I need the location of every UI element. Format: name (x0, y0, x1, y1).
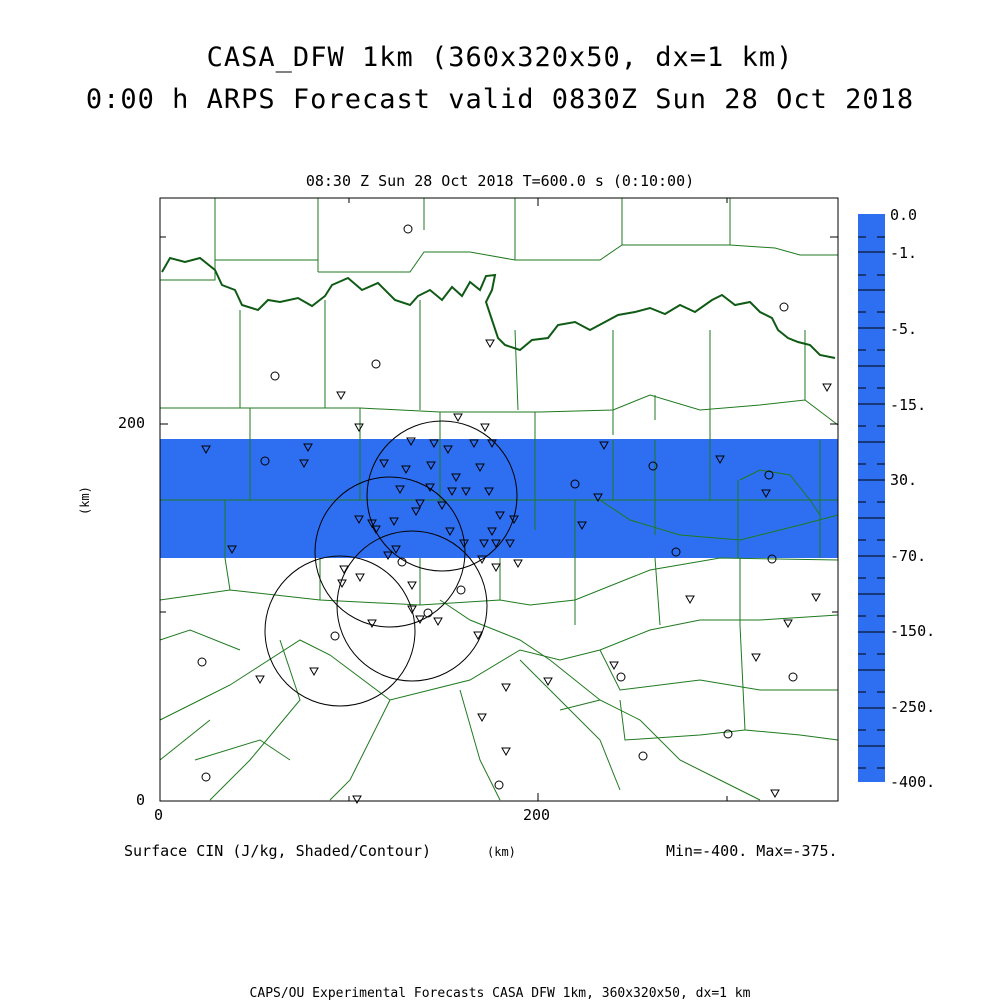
colorbar-label-5: -70. (890, 547, 927, 565)
state-border (162, 258, 835, 358)
x-axis-unit: (km) (487, 845, 516, 859)
colorbar-label-8: -400. (890, 773, 936, 791)
colorbar-label-6: -150. (890, 622, 936, 640)
colorbar-label-7: -250. (890, 698, 936, 716)
x-tick-0: 0 (154, 806, 164, 824)
footer-credit: CAPS/OU Experimental Forecasts CASA DFW 1km, 360x320x50, dx=1 km (249, 986, 751, 1001)
colorbar-label-1: -1. (890, 244, 918, 262)
x-tick-200: 200 (523, 806, 551, 824)
station-triangles (202, 340, 831, 803)
field-description: Surface CIN (J/kg, Shaded/Contour) (124, 842, 432, 860)
colorbar-label-0: 0.0 (890, 206, 918, 224)
y-tick-200: 200 (118, 414, 146, 432)
chart-title-line2: 0:00 h ARPS Forecast valid 0830Z Sun 28 Oct 2018 (85, 84, 915, 115)
chart-title-line1: CASA_DFW 1km (360x320x50, dx=1 km) (206, 42, 794, 73)
colorbar-label-4: 30. (890, 471, 918, 489)
colorbar-label-2: -5. (890, 320, 918, 338)
y-axis-unit: (km) (78, 486, 92, 515)
y-tick-0: 0 (136, 791, 146, 809)
colorbar (858, 214, 885, 782)
valid-time-subtitle: 08:30 Z Sun 28 Oct 2018 T=600.0 s (0:10:00) (305, 172, 695, 190)
min-max-readout: Min=-400. Max=-375. (666, 842, 838, 860)
colorbar-label-3: -15. (890, 396, 927, 414)
